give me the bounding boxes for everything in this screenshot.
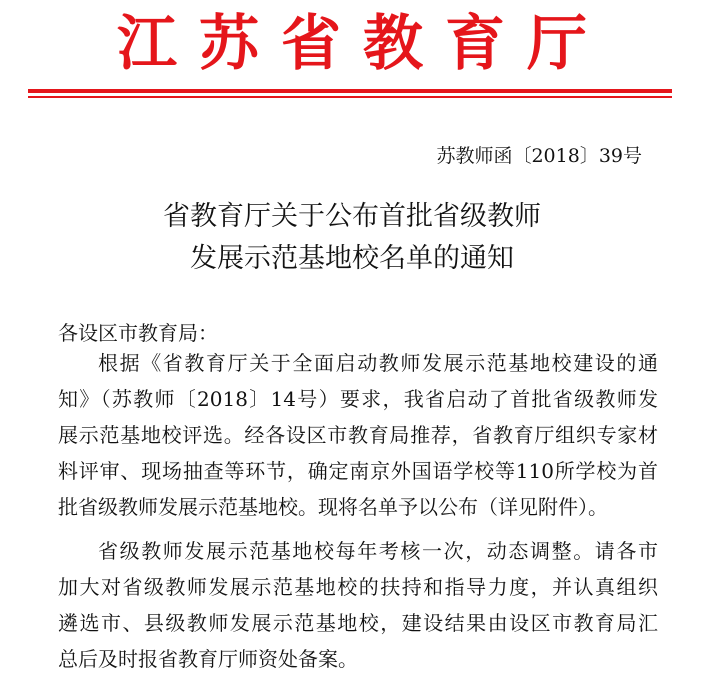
document-title-line-1: 省教育厅关于公布首批省级教师 [163, 201, 541, 232]
body-line: 根据《省教育厅关于全面启动教师发展示范基地校建设的通 [98, 351, 658, 375]
body-line: 知》（苏教师〔2018〕14号）要求，我省启动了首批省级教师发 [58, 387, 658, 411]
masthead-rule-thick [28, 89, 672, 93]
document-number: 苏教师函〔2018〕39号 [436, 145, 642, 167]
body-line: 遴选市、县级教师发展示范基地校，建设结果由设区市教育局汇 [58, 611, 658, 635]
body-line: 加大对省级教师发展示范基地校的扶持和指导力度，并认真组织 [58, 575, 658, 599]
body-line: 批省级教师发展示范基地校。现将名单予以公布（详见附件）。 [58, 495, 608, 519]
masthead-rule-thin [28, 96, 672, 98]
body-line: 料评审、现场抽查等环节，确定南京外国语学校等110所学校为首 [58, 459, 658, 483]
salutation: 各设区市教育局： [58, 321, 218, 345]
body-line: 总后及时报省教育厅师资处备案。 [58, 647, 358, 671]
body-line: 展示范基地校评选。经各设区市教育局推荐，省教育厅组织专家材 [58, 423, 658, 447]
document-title-line-2: 发展示范基地校名单的通知 [190, 243, 514, 274]
body-line: 省级教师发展示范基地校每年考核一次，动态调整。请各市 [98, 539, 658, 563]
masthead-title: 江苏省教育厅 [117, 9, 609, 79]
